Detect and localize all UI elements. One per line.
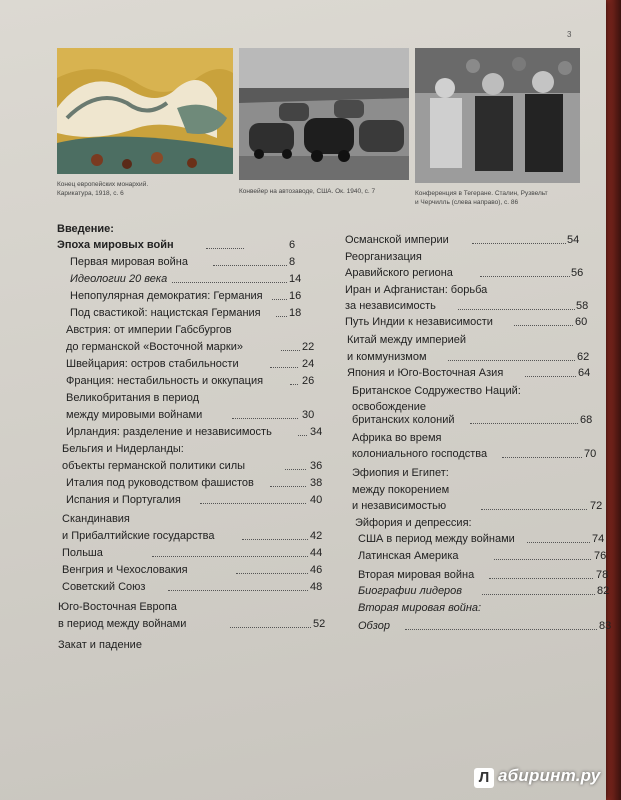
- toc-entry: Советский Союз: [62, 581, 146, 593]
- toc-entry: Швейцария: остров стабильности: [66, 358, 239, 370]
- toc-page-number: 42: [310, 530, 323, 542]
- toc-entry: Африка во время: [352, 432, 442, 444]
- toc-leader-dots: [405, 629, 597, 630]
- toc-entry: освобождение: [352, 401, 426, 413]
- watermark-text: абиринт.ру: [498, 766, 601, 785]
- toc-page-number: 83: [599, 620, 612, 632]
- toc-entry: Первая мировая война: [70, 256, 188, 268]
- toc-entry: Под свастикой: нацистская Германия: [70, 307, 261, 319]
- toc-entry: Реорганизация: [345, 251, 422, 263]
- toc-entry: Османской империи: [345, 234, 449, 246]
- toc-leader-dots: [270, 486, 306, 487]
- toc-page-number: 18: [289, 307, 302, 319]
- toc-entry: США в период между войнами: [358, 533, 515, 545]
- toc-leader-dots: [472, 243, 566, 244]
- toc-leader-dots: [200, 503, 306, 504]
- toc-entry: Скандинавия: [62, 513, 130, 525]
- toc-entry: Эпоха мировых войн: [57, 239, 174, 251]
- toc-leader-dots: [213, 265, 287, 266]
- toc-page-number: 56: [571, 267, 584, 279]
- toc-leader-dots: [276, 316, 287, 317]
- toc-entry: Франция: нестабильность и оккупация: [66, 375, 264, 387]
- toc-leader-dots: [270, 367, 298, 368]
- toc-leader-dots: [494, 559, 591, 560]
- toc-page-number: 6: [289, 239, 296, 251]
- toc-page-number: 8: [289, 256, 296, 268]
- toc-entry: Польша: [62, 547, 103, 559]
- toc-page-number: 70: [584, 448, 597, 460]
- toc-entry: Япония и Юго-Восточная Азия: [347, 367, 504, 379]
- toc-page-number: 22: [302, 341, 315, 353]
- toc-entry: Венгрия и Чехословакия: [62, 564, 188, 576]
- toc-page-number: 40: [310, 494, 323, 506]
- toc-entry: Эйфория и депрессия:: [355, 517, 472, 529]
- toc-page-number: 54: [567, 234, 580, 246]
- toc-entry: Ирландия: разделение и независимость: [66, 426, 272, 438]
- toc-entry: колониального господства: [352, 448, 488, 460]
- toc-leader-dots: [448, 360, 575, 361]
- toc-entry: Иран и Афганистан: борьба: [345, 284, 488, 296]
- toc-entry: Великобритания в период: [66, 392, 200, 404]
- caption-line: Конвейер на автозаводе, США. Ок. 1940, с. 7: [239, 188, 376, 195]
- toc-entry: объекты германской политики силы: [62, 460, 246, 472]
- caption-caricature: [57, 181, 148, 198]
- toc-entry: Непопулярная демократия: Германия: [70, 290, 263, 302]
- toc-entry: до германской «Восточной марки»: [66, 341, 243, 353]
- labirint-logo-icon: Л: [474, 768, 494, 788]
- toc-page-number: 68: [580, 414, 593, 426]
- toc-page-number: 36: [310, 460, 323, 472]
- toc-entry: в период между войнами: [58, 618, 187, 630]
- toc-leader-dots: [152, 556, 308, 557]
- toc-page-number: 48: [310, 581, 323, 593]
- toc-entry: Путь Индии к независимости: [345, 316, 493, 328]
- toc-entry: Вторая мировая война:: [358, 602, 482, 614]
- toc-leader-dots: [172, 282, 287, 283]
- toc-leader-dots: [272, 299, 287, 300]
- toc-leader-dots: [514, 325, 573, 326]
- toc-entry: и Прибалтийские государства: [62, 530, 215, 542]
- page-number: 3: [567, 30, 572, 39]
- tehran-conference-photo: [415, 48, 580, 183]
- caption-line: Карикатура, 1918, с. 6: [57, 189, 124, 197]
- toc-leader-dots: [502, 457, 582, 458]
- toc-page-number: 78: [596, 569, 609, 581]
- caricature-photo: [57, 48, 233, 174]
- toc-page-number: 60: [575, 316, 588, 328]
- toc-page-number: 26: [302, 375, 315, 387]
- toc-page-number: 34: [310, 426, 323, 438]
- toc-leader-dots: [206, 248, 244, 249]
- toc-page-number: 30: [302, 409, 315, 421]
- toc-entry: Юго-Восточная Европа: [58, 601, 177, 613]
- toc-entry: и независимостью: [352, 500, 447, 512]
- toc-page-number: 64: [578, 367, 591, 379]
- toc-leader-dots: [527, 542, 590, 543]
- toc-page-number: 16: [289, 290, 302, 302]
- toc-leader-dots: [236, 573, 308, 574]
- toc-entry: Вторая мировая война: [358, 569, 475, 581]
- toc-entry: Австрия: от империи Габсбургов: [66, 324, 232, 336]
- toc-entry: Обзор: [358, 620, 390, 632]
- toc-leader-dots: [458, 309, 575, 310]
- toc-page-number: 24: [302, 358, 315, 370]
- toc-page-number: 74: [592, 533, 605, 545]
- caption-line: Конец европейских монархий.: [57, 181, 149, 188]
- toc-entry: Китай между империей: [347, 334, 466, 346]
- toc-entry: Закат и падение: [58, 639, 142, 651]
- caption-assembly-line: [239, 188, 375, 197]
- toc-entry: Британское Содружество Наций:: [352, 385, 521, 397]
- toc-entry: между мировыми войнами: [66, 409, 203, 421]
- toc-leader-dots: [470, 423, 578, 424]
- toc-leader-dots: [230, 627, 311, 628]
- toc-leader-dots: [281, 350, 300, 351]
- toc-leader-dots: [285, 469, 306, 470]
- toc-page-number: 52: [313, 618, 326, 630]
- assembly-line-photo: [239, 48, 409, 180]
- toc-leader-dots: [480, 276, 570, 277]
- toc-entry: Испания и Португалия: [66, 494, 181, 506]
- toc-entry: Идеологии 20 века: [70, 273, 168, 285]
- toc-entry: британских колоний: [352, 414, 455, 426]
- toc-entry: Италия под руководством фашистов: [66, 477, 254, 489]
- toc-leader-dots: [525, 376, 576, 377]
- caption-line: Конференция в Тегеране. Сталин, Рузвельт: [415, 190, 548, 197]
- toc-leader-dots: [168, 590, 308, 591]
- toc-leader-dots: [298, 435, 307, 436]
- toc-entry: за независимость: [345, 300, 436, 312]
- toc-entry: Аравийского региона: [345, 267, 453, 279]
- toc-page-number: 72: [590, 500, 603, 512]
- toc-page-number: 62: [577, 351, 590, 363]
- toc-entry: Латинская Америка: [358, 550, 459, 562]
- toc-leader-dots: [290, 384, 298, 385]
- toc-page-number: 44: [310, 547, 323, 559]
- toc-page-number: 76: [594, 550, 607, 562]
- toc-entry: и коммунизмом: [347, 351, 427, 363]
- toc-entry: Биографии лидеров: [358, 585, 463, 597]
- toc-entry: Бельгия и Нидерланды:: [62, 443, 184, 455]
- toc-entry: между покорением: [352, 484, 450, 496]
- toc-page-number: 14: [289, 273, 302, 285]
- caption-tehran-conference: [415, 190, 548, 207]
- toc-leader-dots: [489, 578, 593, 579]
- toc-leader-dots: [481, 509, 587, 510]
- toc-page-number: 38: [310, 477, 323, 489]
- toc-page-number: 82: [597, 585, 610, 597]
- toc-entry: Эфиопия и Египет:: [352, 467, 449, 479]
- toc-entry: Введение:: [57, 223, 114, 235]
- toc-page-number: 46: [310, 564, 323, 576]
- toc-page-number: 58: [576, 300, 589, 312]
- toc-leader-dots: [242, 539, 308, 540]
- toc-leader-dots: [232, 418, 298, 419]
- caption-line: и Черчилль (слева направо), с. 86: [415, 198, 519, 206]
- toc-leader-dots: [482, 594, 595, 595]
